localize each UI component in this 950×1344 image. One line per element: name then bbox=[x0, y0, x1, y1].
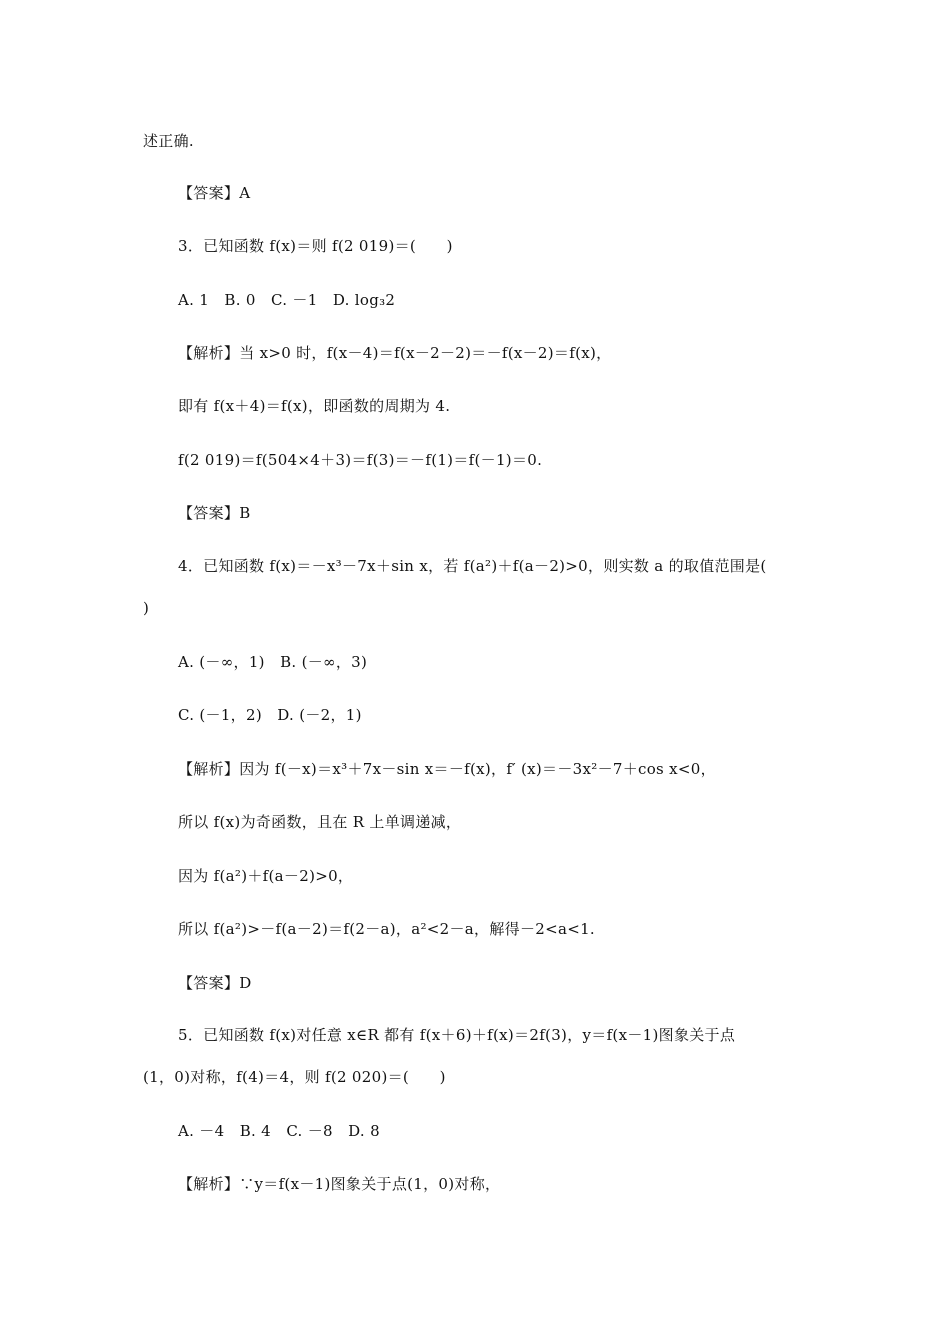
question-4-options: C. (－1，2) D. (－2，1) bbox=[178, 706, 362, 724]
solution-line: 【解析】∵y＝f(x－1)图象关于点(1，0)对称， bbox=[178, 1175, 501, 1193]
answer-line: 【答案】B bbox=[178, 504, 251, 522]
solution-line: f(2 019)＝f(504×4＋3)＝f(3)＝－f(1)＝f(－1)＝0. bbox=[178, 451, 543, 469]
solution-line: 【解析】当 x>0 时，f(x－4)＝f(x－2－2)＝－f(x－2)＝f(x)， bbox=[178, 344, 612, 362]
question-5-options: A. －4 B. 4 C. －8 D. 8 bbox=[178, 1122, 380, 1140]
question-4-options: A. (－∞，1) B. (－∞，3) bbox=[178, 653, 368, 671]
question-3-options: A. 1 B. 0 C. －1 D. log₃2 bbox=[178, 291, 396, 309]
text-line: 述正确. bbox=[143, 132, 194, 150]
solution-line: 即有 f(x＋4)＝f(x)，即函数的周期为 4. bbox=[178, 397, 451, 415]
question-4-continued: ) bbox=[143, 599, 150, 617]
solution-line: 所以 f(a²)>－f(a－2)＝f(2－a)，a²<2－a，解得－2<a<1. bbox=[178, 920, 595, 938]
answer-line: 【答案】A bbox=[178, 184, 251, 202]
question-5-continued: (1，0)对称，f(4)＝4，则 f(2 020)＝( ) bbox=[143, 1068, 446, 1086]
answer-line: 【答案】D bbox=[178, 974, 252, 992]
solution-line: 【解析】因为 f(－x)＝x³＋7x－sin x＝－f(x)，f′ (x)＝－3x²－7＋cos x<0， bbox=[178, 760, 716, 778]
solution-line: 因为 f(a²)＋f(a－2)>0， bbox=[178, 867, 354, 885]
solution-line: 所以 f(x)为奇函数，且在 R 上单调递减， bbox=[178, 813, 462, 831]
question-3: 3．已知函数 f(x)＝则 f(2 019)＝( ) bbox=[178, 237, 453, 255]
question-5: 5．已知函数 f(x)对任意 x∈R 都有 f(x＋6)＋f(x)＝2f(3)，y＝f(x－1)图象关于点 bbox=[178, 1026, 736, 1044]
question-4: 4．已知函数 f(x)＝－x³－7x＋sin x，若 f(a²)＋f(a－2)>0，则实数 a 的取值范围是( bbox=[178, 557, 767, 575]
